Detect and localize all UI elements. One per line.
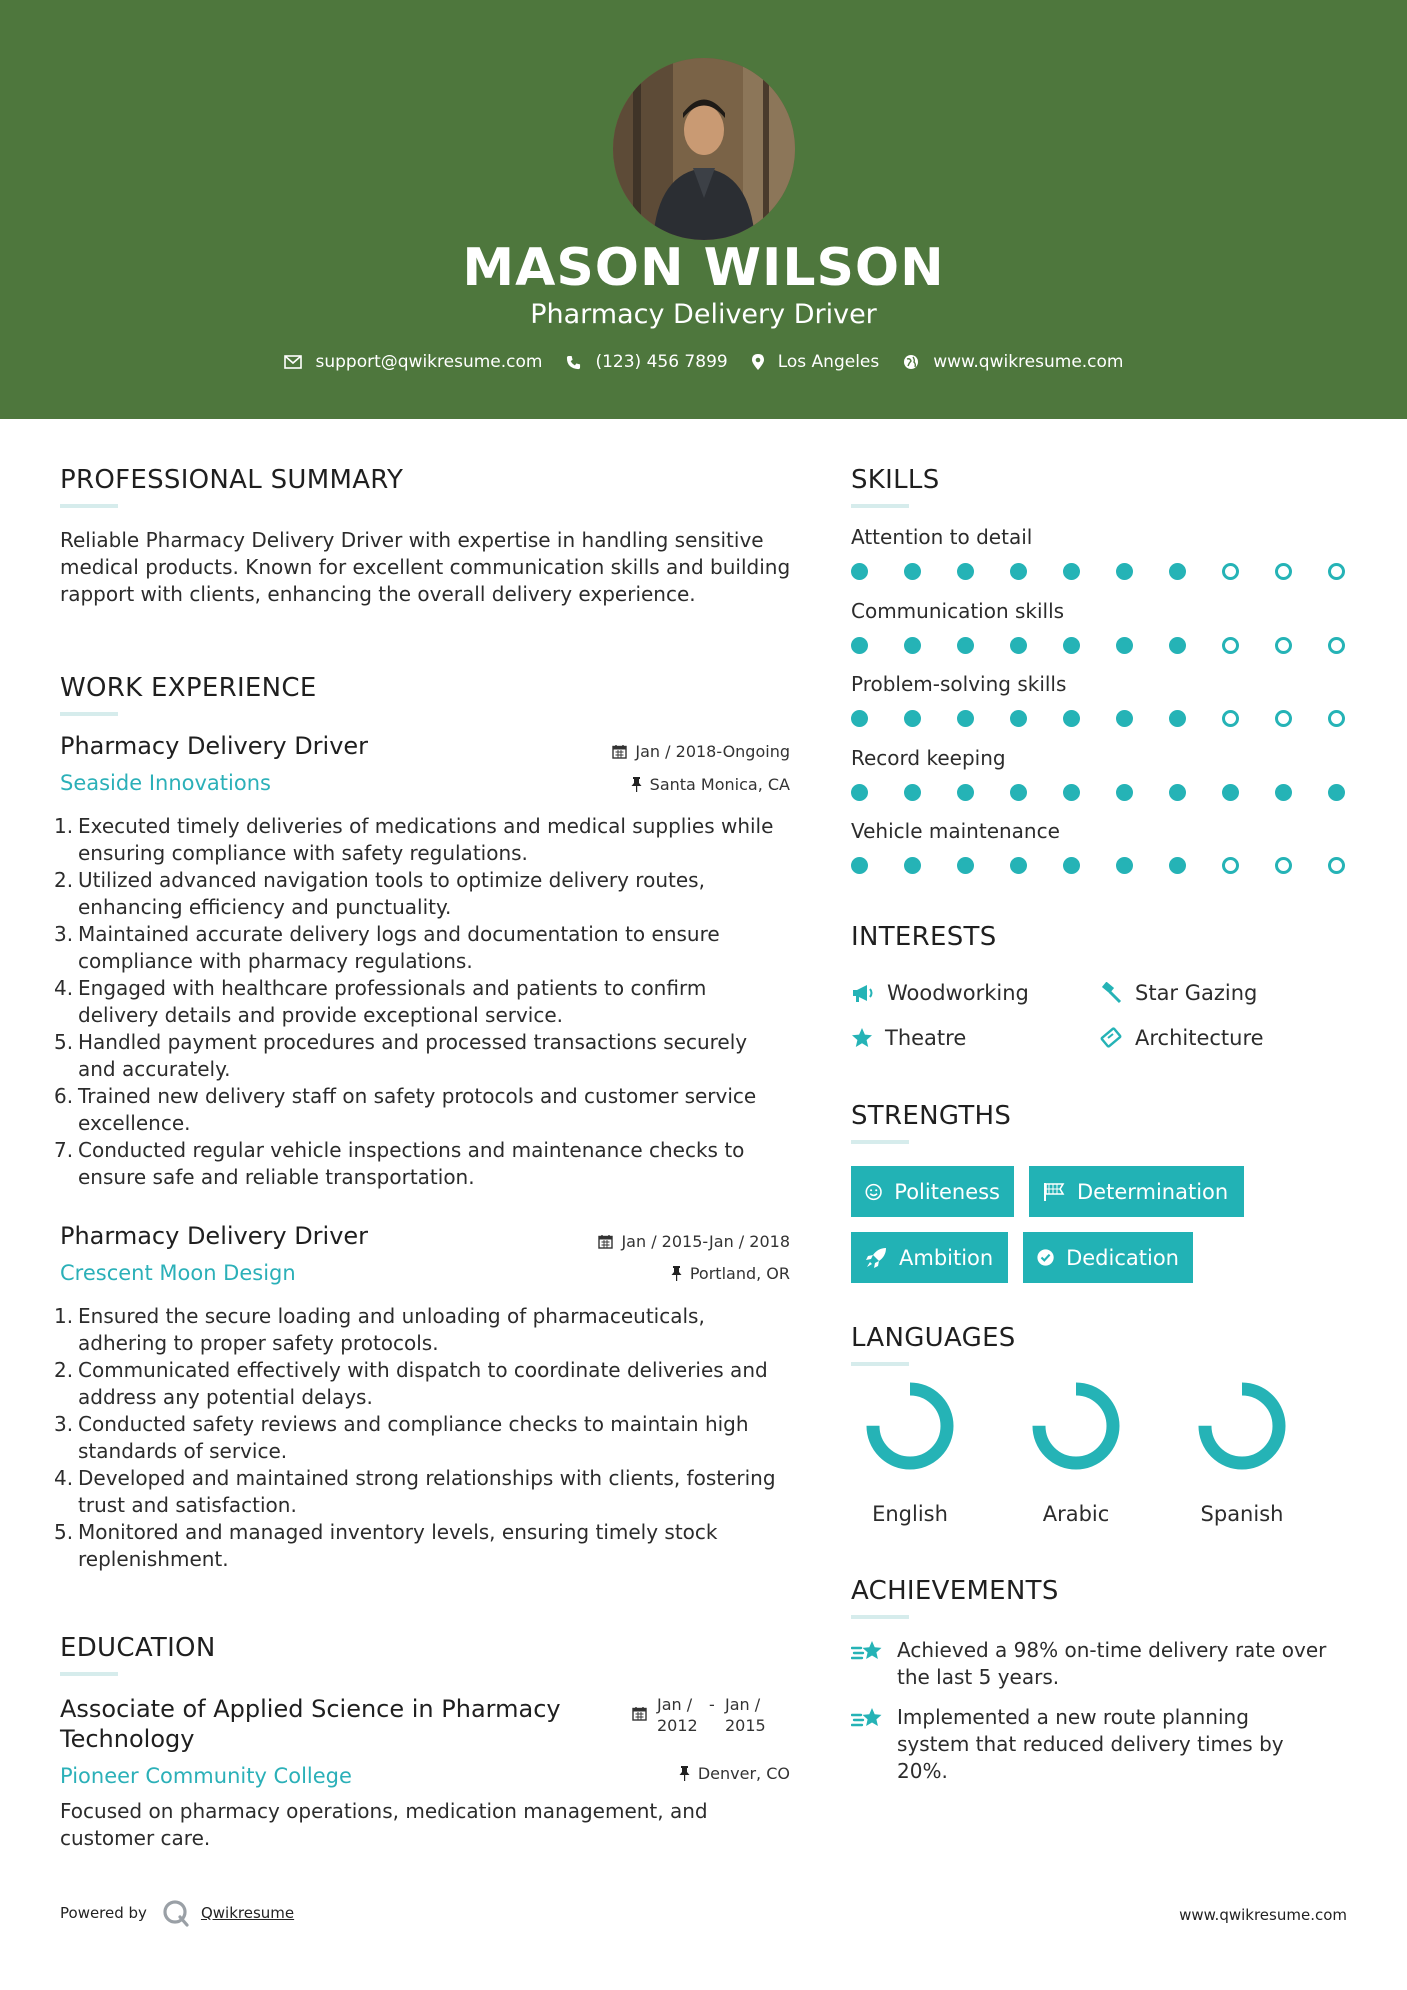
strength-label: Ambition — [899, 1245, 994, 1270]
rating-dot-filled — [1169, 857, 1186, 874]
company-name[interactable]: Seaside Innovations — [60, 771, 271, 795]
globe-icon — [903, 354, 919, 370]
achievement-text: Implemented a new route planning system that reduced delivery times by 20%. — [897, 1705, 1284, 1783]
powered-by-text: Powered by — [60, 1904, 147, 1922]
rating-dot-empty — [1328, 637, 1345, 654]
footer-website[interactable]: www.qwikresume.com — [1179, 1906, 1347, 1924]
calendar-icon — [598, 1234, 613, 1249]
language-proficiency-ring — [860, 1376, 960, 1476]
strengths-underline — [851, 1140, 909, 1144]
duty-item — [54, 1411, 790, 1465]
duty-text: Ensured the secure loading and unloading of pharmaceuticals, adhering to proper safety protocols. — [78, 1304, 705, 1355]
rating-dot-filled — [1063, 784, 1080, 801]
degree-title: Associate of Applied Science in Pharmacy Technology — [60, 1695, 561, 1753]
rating-dot-filled — [1222, 784, 1239, 801]
job-location — [500, 1264, 790, 1283]
interest-item — [1099, 981, 1257, 1005]
contact-bar — [0, 352, 1407, 372]
duty-number: 6. — [54, 1084, 74, 1108]
language-proficiency-ring — [1192, 1376, 1292, 1476]
job-location-text: Portland, OR — [689, 1264, 790, 1283]
rating-dot-filled — [957, 637, 974, 654]
job-dates-text: Jan / 2015-Jan / 2018 — [621, 1232, 790, 1251]
resume-header — [0, 0, 1407, 419]
education-end: Jan / 2015 — [725, 1695, 766, 1735]
duty-number: 7. — [54, 1138, 74, 1162]
achievement-item — [851, 1704, 1321, 1785]
rating-dot-empty — [1275, 637, 1292, 654]
language-ring-arc — [1039, 1389, 1113, 1463]
interest-item — [1099, 1026, 1264, 1050]
job-duties-list — [54, 1303, 790, 1573]
shooting-star-icon — [851, 1639, 885, 1665]
duty-text: Handled payment procedures and processed transactions securely and accurately. — [78, 1030, 748, 1081]
contact-website[interactable] — [903, 352, 1123, 372]
date-separator: - — [709, 1695, 715, 1714]
education-location-text: Denver, CO — [697, 1764, 790, 1783]
duty-number: 5. — [54, 1520, 74, 1544]
candidate-name: MASON WILSON — [462, 238, 945, 298]
experience-heading: WORK EXPERIENCE — [60, 673, 317, 703]
skill-rating — [851, 637, 1381, 654]
rating-dot-filled — [1063, 857, 1080, 874]
duty-item — [54, 1029, 790, 1083]
duty-number: 3. — [54, 922, 74, 946]
strength-badge — [1023, 1232, 1193, 1283]
languages-underline — [851, 1362, 909, 1366]
rating-dot-filled — [957, 857, 974, 874]
interest-item — [851, 1026, 966, 1050]
duty-item — [54, 975, 790, 1029]
achievements-heading: ACHIEVEMENTS — [851, 1576, 1059, 1606]
strengths-heading: STRENGTHS — [851, 1101, 1012, 1131]
company-name[interactable]: Crescent Moon Design — [60, 1261, 296, 1285]
education-heading: EDUCATION — [60, 1633, 216, 1663]
calendar-icon — [612, 744, 627, 759]
duty-number: 2. — [54, 1358, 74, 1382]
education-underline — [60, 1672, 118, 1676]
duty-item — [54, 921, 790, 975]
job-duties-list — [54, 813, 790, 1191]
duty-text: Monitored and managed inventory levels, ensuring timely stock replenishment. — [78, 1520, 718, 1571]
strength-label: Determination — [1077, 1179, 1229, 1204]
qwikresume-link[interactable]: Qwikresume — [200, 1904, 295, 1922]
email-text: support@qwikresume.com — [315, 352, 543, 372]
duty-item — [54, 1519, 790, 1573]
rating-dot-empty — [1328, 857, 1345, 874]
education-dates — [632, 1694, 777, 1736]
skill-rating — [851, 784, 1381, 801]
duty-item — [54, 1303, 790, 1357]
pushpin-icon — [671, 1266, 682, 1281]
rating-dot-filled — [1169, 637, 1186, 654]
strength-label: Politeness — [894, 1179, 1000, 1204]
duty-text: Engaged with healthcare professionals and patients to confirm delivery details and provide exceptional service. — [78, 976, 707, 1027]
duty-item — [54, 1083, 790, 1137]
duty-item — [54, 1137, 790, 1191]
duty-number: 5. — [54, 1030, 74, 1054]
education-location — [500, 1764, 790, 1783]
job-dates — [500, 742, 790, 761]
rating-dot-empty — [1222, 637, 1239, 654]
rating-dot-filled — [957, 563, 974, 580]
gavel-icon — [1099, 982, 1123, 1004]
education-start: Jan / 2012 — [657, 1695, 698, 1735]
rating-dot-filled — [904, 710, 921, 727]
skill-rating — [851, 563, 1381, 580]
rating-dot-empty — [1275, 563, 1292, 580]
rating-dot-filled — [904, 637, 921, 654]
rating-dot-filled — [904, 857, 921, 874]
duty-text: Communicated effectively with dispatch to coordinate deliveries and address any potential delays. — [78, 1358, 768, 1409]
language-ring-arc — [1205, 1389, 1279, 1463]
job-dates — [500, 1232, 790, 1251]
contact-location — [752, 352, 880, 372]
duty-text: Conducted regular vehicle inspections and maintenance checks to ensure safe and reliable transportation. — [78, 1138, 745, 1189]
interests-heading: INTERESTS — [851, 922, 997, 952]
experience-underline — [60, 712, 118, 716]
rating-dot-filled — [1116, 784, 1133, 801]
duty-number: 4. — [54, 976, 74, 1000]
duty-text: Developed and maintained strong relationships with clients, fostering trust and satisfaction. — [78, 1466, 776, 1517]
rating-dot-filled — [904, 784, 921, 801]
website-text: www.qwikresume.com — [933, 352, 1124, 372]
flag-icon — [1043, 1182, 1065, 1202]
profile-photo — [613, 58, 795, 240]
skills-heading: SKILLS — [851, 465, 940, 495]
envelope-icon — [284, 355, 302, 369]
rating-dot-empty — [1222, 710, 1239, 727]
duty-text: Executed timely deliveries of medications and medical supplies while ensuring compliance with safety regulations. — [78, 814, 774, 865]
skill-name: Attention to detail — [851, 525, 1033, 549]
smile-icon — [865, 1182, 882, 1202]
language-name: Spanish — [1200, 1502, 1284, 1526]
strength-badge — [1029, 1166, 1244, 1217]
job-location — [500, 775, 790, 794]
rating-dot-filled — [851, 637, 868, 654]
contact-phone[interactable] — [566, 352, 727, 372]
rating-dot-filled — [1116, 637, 1133, 654]
interest-label: Architecture — [1135, 1026, 1264, 1050]
ticket-icon — [1099, 1027, 1123, 1049]
phone-icon — [566, 355, 581, 370]
skill-rating — [851, 710, 1381, 727]
rating-dot-filled — [1275, 784, 1292, 801]
skill-name: Record keeping — [851, 745, 1006, 770]
interest-item — [851, 981, 1029, 1005]
rating-dot-empty — [1222, 857, 1239, 874]
rating-dot-filled — [1328, 784, 1345, 801]
school-name[interactable]: Pioneer Community College — [60, 1764, 352, 1788]
interest-label: Theatre — [885, 1026, 967, 1050]
duty-item — [54, 867, 790, 921]
rating-dot-filled — [957, 784, 974, 801]
qwikresume-logo-icon — [161, 1898, 191, 1928]
rating-dot-filled — [904, 563, 921, 580]
pushpin-icon — [631, 777, 642, 792]
rating-dot-filled — [1169, 710, 1186, 727]
language-name: English — [872, 1502, 948, 1526]
rating-dot-filled — [1116, 857, 1133, 874]
rating-dot-empty — [1328, 563, 1345, 580]
rating-dot-filled — [1010, 857, 1027, 874]
rating-dot-filled — [1063, 637, 1080, 654]
duty-number: 4. — [54, 1466, 74, 1490]
job-title: Pharmacy Delivery Driver — [60, 732, 369, 760]
duty-number: 2. — [54, 868, 74, 892]
achievement-item — [851, 1637, 1351, 1691]
megaphone-icon — [851, 983, 875, 1003]
duty-number: 1. — [54, 1304, 74, 1328]
rating-dot-empty — [1275, 710, 1292, 727]
language-name: Arabic — [1042, 1502, 1110, 1526]
duty-item — [54, 1357, 790, 1411]
language-ring-arc — [873, 1389, 947, 1463]
job-dates-text: Jan / 2018-Ongoing — [635, 742, 790, 761]
achievement-text: Achieved a 98% on-time delivery rate over the last 5 years. — [897, 1638, 1327, 1689]
job-title: Pharmacy Delivery Driver — [60, 1222, 369, 1250]
rating-dot-filled — [1169, 563, 1186, 580]
rating-dot-filled — [1010, 784, 1027, 801]
footer-powered-by — [60, 1898, 294, 1928]
summary-heading: PROFESSIONAL SUMMARY — [60, 465, 404, 495]
map-marker-icon — [752, 354, 764, 370]
rating-dot-filled — [957, 710, 974, 727]
language-proficiency-ring — [1026, 1376, 1126, 1476]
rating-dot-filled — [1116, 710, 1133, 727]
job-location-text: Santa Monica, CA — [649, 775, 790, 794]
contact-email[interactable] — [284, 352, 543, 372]
skill-name: Problem-solving skills — [851, 672, 1067, 696]
achievements-underline — [851, 1615, 909, 1619]
strength-label: Dedication — [1066, 1245, 1179, 1270]
duty-text: Conducted safety reviews and compliance checks to maintain high standards of service. — [78, 1412, 749, 1463]
skill-rating — [851, 857, 1381, 874]
candidate-role: Pharmacy Delivery Driver — [530, 299, 877, 330]
duty-text: Utilized advanced navigation tools to optimize delivery routes, enhancing efficiency and punctuality. — [78, 868, 705, 919]
education-description: Focused on pharmacy operations, medication management, and customer care. — [60, 1799, 708, 1850]
skill-name: Vehicle maintenance — [851, 819, 1060, 843]
summary-text: Reliable Pharmacy Delivery Driver with expertise in handling sensitive medical products. Known for excellent communication skills and building rapport with clients, enhancing the overall delivery experience. — [60, 528, 791, 606]
rating-dot-filled — [1063, 563, 1080, 580]
shooting-star-icon — [851, 1706, 885, 1732]
skill-name: Communication skills — [851, 598, 1065, 623]
duty-item — [54, 1465, 790, 1519]
rating-dot-empty — [1222, 563, 1239, 580]
rating-dot-filled — [851, 857, 868, 874]
rating-dot-filled — [851, 563, 868, 580]
rating-dot-filled — [1169, 784, 1186, 801]
interest-label: Woodworking — [887, 981, 1029, 1005]
strength-badge — [851, 1232, 1008, 1283]
rating-dot-empty — [1275, 857, 1292, 874]
summary-underline — [60, 504, 118, 508]
rating-dot-filled — [1063, 710, 1080, 727]
rating-dot-filled — [1010, 637, 1027, 654]
check-circle-icon — [1037, 1247, 1054, 1268]
pushpin-icon — [679, 1766, 690, 1781]
duty-number: 1. — [54, 814, 74, 838]
skills-underline — [851, 504, 909, 508]
strength-badge — [851, 1166, 1014, 1217]
interest-label: Star Gazing — [1135, 981, 1258, 1005]
duty-number: 3. — [54, 1412, 74, 1436]
rating-dot-filled — [1116, 563, 1133, 580]
rating-dot-empty — [1328, 710, 1345, 727]
rating-dot-filled — [851, 784, 868, 801]
rocket-icon — [865, 1247, 887, 1269]
star-icon — [851, 1027, 873, 1049]
duty-text: Trained new delivery staff on safety protocols and customer service excellence. — [78, 1084, 757, 1135]
rating-dot-filled — [851, 710, 868, 727]
phone-text: (123) 456 7899 — [595, 352, 728, 372]
calendar-icon — [632, 1706, 647, 1721]
duty-text: Maintained accurate delivery logs and documentation to ensure compliance with pharmacy regulations. — [78, 922, 720, 973]
languages-heading: LANGUAGES — [851, 1323, 1016, 1353]
duty-item — [54, 813, 790, 867]
rating-dot-filled — [1010, 710, 1027, 727]
location-text: Los Angeles — [777, 352, 880, 372]
rating-dot-filled — [1010, 563, 1027, 580]
